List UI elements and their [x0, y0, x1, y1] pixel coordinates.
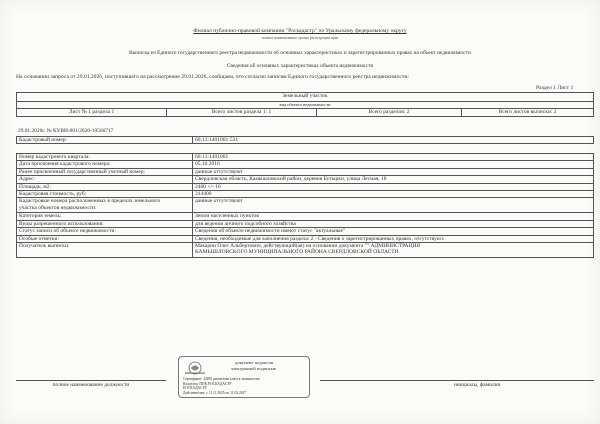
extract-title: Выписка из Единого государственного реестра недвижимости об основных характеристиках и зарегистрированных правах на объект недвижимости — [129, 50, 471, 56]
table-row — [17, 154, 594, 161]
stamp-org: РОСКАДАСТР — [183, 386, 207, 390]
row-value: Земли населенных пунктов — [193, 213, 594, 220]
table-row — [17, 191, 594, 198]
object-type: Земельный участок — [17, 93, 594, 102]
row-label: Номер кадастрового квартала: — [17, 154, 193, 161]
cad-value: 66:13:1401001:531 — [193, 137, 594, 144]
sheets-section: Всего листов раздела 1: 1 — [167, 109, 317, 116]
stamp-title1: документ подписан — [235, 360, 274, 365]
signature-caption: инициалы, фамилия — [453, 382, 501, 388]
stamp-cert: Сертификат: 42893 ремонтова ключ к заменителю — [183, 377, 260, 381]
row-value: данные отсутствуют — [193, 198, 594, 213]
table-row — [17, 220, 594, 227]
table-row — [17, 176, 594, 183]
row-label: Адрес: — [17, 176, 193, 183]
section-title: Сведения об основных характеристиках объекта недвижимости — [226, 63, 374, 69]
row-label: Получатель выписки: — [17, 243, 193, 258]
basis-text: На основании запроса от 29.01.2026, поступившего на рассмотрение 29.01.2026, сообщаем, что согласно записям Единого государственного реестра недвижимости: — [16, 74, 409, 80]
section-ref: Раздел 1 Лист 1 — [536, 85, 574, 91]
table-row — [17, 198, 594, 213]
details-table — [16, 153, 594, 258]
cad-label: Кадастровый номер: — [17, 137, 193, 144]
org-caption: полное наименование органа регистрации прав — [261, 36, 339, 40]
row-value: 314400 — [193, 191, 594, 198]
date-number: 29.01.2026г. № КУВИ-001/2026-10566717 — [18, 128, 114, 134]
org-name: Филиал публично-правовой компании "Роскадастр" по Уральскому федеральному округу — [193, 28, 407, 34]
cadastral-table — [16, 136, 594, 144]
object-type-caption: вид объекта недвижимости — [17, 102, 594, 109]
signature-line — [320, 380, 594, 381]
table-row — [17, 235, 594, 242]
row-value: 66:13:1401001 — [193, 154, 594, 161]
sheets-total: Всего листов выписки: 2 — [462, 109, 594, 116]
row-label: Площадь, м2: — [17, 183, 193, 190]
table-row — [17, 243, 594, 258]
row-label: Статус записи об объекте недвижимости: — [17, 228, 193, 235]
row-label: Категория земель: — [17, 213, 193, 220]
sections-total: Всего разделов: 2 — [317, 109, 462, 116]
row-value: Сведения, необходимые для заполнения раздела: 2 - Сведения о зарегистрированных правах, отсутствуют. — [193, 235, 594, 242]
stamp-title2: электронной подписью — [231, 366, 277, 371]
row-label: Дата присвоения кадастрового номера: — [17, 161, 193, 168]
table-row — [17, 183, 594, 190]
row-value: 05.10.2016 — [193, 161, 594, 168]
row-value: для ведения личного подсобного хозяйства — [193, 220, 594, 227]
sheet-number: Лист № 1 раздела 1 — [17, 109, 167, 116]
row-value: Свердловская область, Камышловский район, деревня Бутырки, улица Лесная, 18 — [193, 176, 594, 183]
table-row — [17, 168, 594, 175]
row-value: Сведения об объекте недвижимости имеют статус "актуальные" — [193, 228, 594, 235]
row-label-line1: Кадастровые номера расположенных в пределах земельного — [19, 198, 161, 205]
stamp-owner: Владелец: ППК РОСКАДАСТР — [183, 381, 232, 386]
table-row — [17, 228, 594, 235]
table-row — [17, 213, 594, 220]
row-value — [193, 243, 594, 258]
row-label: Особые отметки: — [17, 235, 193, 242]
row-value: данные отсутствуют — [193, 168, 594, 175]
emblem-icon — [183, 361, 207, 375]
row-label: Виды разрешенного использования: — [17, 220, 193, 227]
table-row — [17, 161, 594, 168]
e-signature-stamp — [178, 356, 310, 398]
row-label — [17, 198, 193, 213]
stamp-validity: Действителен: с 11.11.2025 по 11.02.2027 — [183, 390, 247, 395]
position-caption: полное наименование должности — [52, 382, 130, 388]
position-line — [16, 380, 166, 381]
row-value-line2: КАМЫШЛОВСКОГО МУНИЦИПАЛЬНОГО РАЙОНА СВЕРДЛОВСКОЙ ОБЛАСТИ — [195, 249, 399, 256]
object-header-table — [16, 92, 594, 117]
row-label-line2: участка объектов недвижимости: — [19, 204, 97, 211]
row-value: 2400 +/- 16 — [193, 183, 594, 190]
row-value-line1: Макарин Олег Альбертович, действующий(ая) на основании документа "" АДМИНИСТРАЦИЯ — [195, 243, 421, 250]
row-label: Кадастровая стоимость, руб: — [17, 191, 193, 198]
row-label: Ранее присвоенный государственный учетный номер: — [17, 168, 193, 175]
